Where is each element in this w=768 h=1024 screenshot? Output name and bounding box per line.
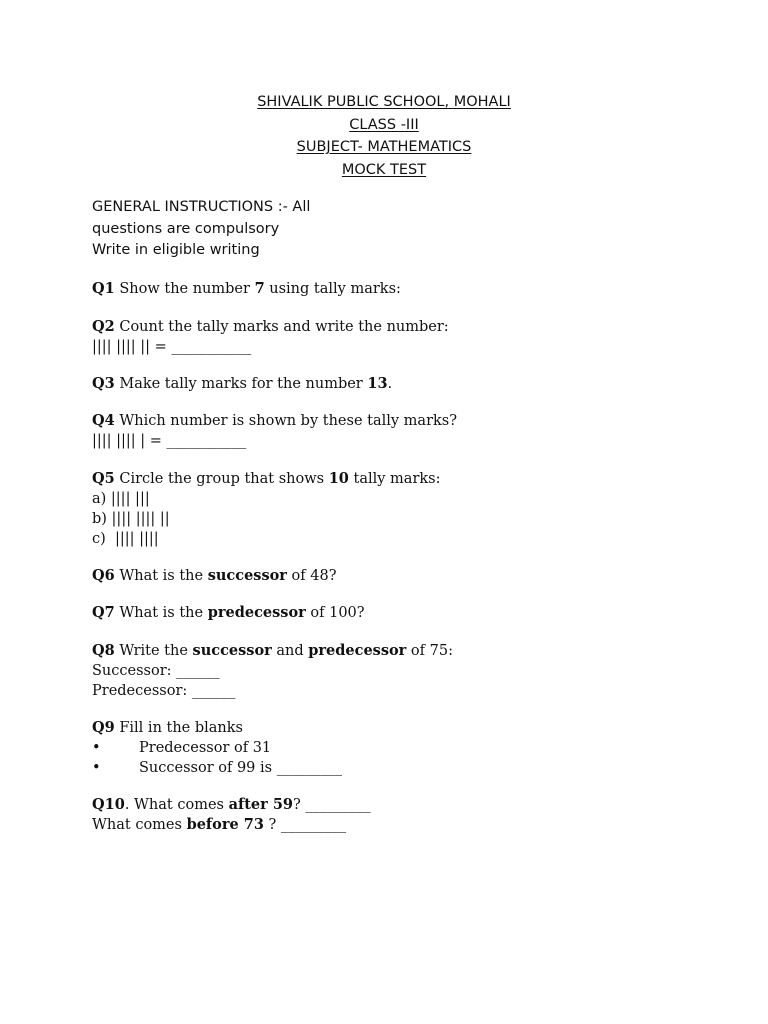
question-text: What is the xyxy=(114,568,208,584)
question-number: Q4 xyxy=(92,412,115,429)
question-number: Q3 xyxy=(92,375,115,392)
question-text: of 75: xyxy=(406,643,453,659)
question-text: using tally marks: xyxy=(264,281,401,297)
question-number: Q1 xyxy=(92,280,115,297)
question-text: Make tally marks for the number xyxy=(114,376,368,392)
question-text: Fill in the blanks xyxy=(114,720,243,736)
instructions-line: questions are compulsory xyxy=(92,220,280,237)
option-a: a) |||| ||| xyxy=(92,491,150,507)
question-emphasis: before 73 xyxy=(186,816,264,833)
bullet-text: Predecessor of 31 xyxy=(139,740,272,756)
instructions-line: GENERAL INSTRUCTIONS :- All xyxy=(92,199,311,215)
question-number: Q8 xyxy=(92,642,115,659)
question-10 xyxy=(92,795,712,835)
school-name: SHIVALIK PUBLIC SCHOOL, MOHALI xyxy=(257,94,511,110)
question-6 xyxy=(92,566,712,586)
option-c: c) |||| |||| xyxy=(92,531,159,547)
option-b: b) |||| |||| || xyxy=(92,511,170,527)
question-text: What comes xyxy=(92,817,187,833)
question-text: Which number is shown by these tally marks? xyxy=(114,413,458,429)
question-number: Q2 xyxy=(92,318,115,335)
question-emphasis: successor xyxy=(192,642,272,659)
question-emphasis: predecessor xyxy=(207,604,306,621)
question-emphasis: predecessor xyxy=(308,642,407,659)
question-number: Q9 xyxy=(92,719,115,736)
question-text: . xyxy=(387,376,393,392)
question-emphasis: 10 xyxy=(328,470,349,487)
question-text: . What comes xyxy=(124,797,229,813)
question-emphasis: 13 xyxy=(367,375,388,392)
question-2 xyxy=(92,317,712,357)
question-text: Circle the group that shows xyxy=(114,471,329,487)
question-text: tally marks: xyxy=(348,471,441,487)
question-text: of 48? xyxy=(286,568,337,584)
question-emphasis: successor xyxy=(207,567,287,584)
question-text: ? _________ xyxy=(263,817,347,833)
question-7 xyxy=(92,603,712,623)
question-text: Count the tally marks and write the number: xyxy=(114,319,449,335)
question-text: Write the xyxy=(114,643,193,659)
question-emphasis: 7 xyxy=(254,280,265,297)
question-9 xyxy=(92,718,712,778)
successor-answer-line: Successor: ______ xyxy=(92,663,220,679)
question-text: and xyxy=(271,643,309,659)
bullet-item xyxy=(92,758,712,778)
question-1 xyxy=(92,279,712,299)
class-title: CLASS -III xyxy=(349,116,419,133)
question-3 xyxy=(92,374,712,394)
question-text: What is the xyxy=(114,605,208,621)
question-5 xyxy=(92,469,712,549)
question-text: Show the number xyxy=(114,281,255,297)
tally-answer-line: |||| |||| | = ___________ xyxy=(92,433,247,449)
question-number: Q6 xyxy=(92,567,115,584)
subject-title: SUBJECT- MATHEMATICS xyxy=(296,139,472,155)
general-instructions xyxy=(92,197,392,262)
question-4 xyxy=(92,411,712,451)
question-number: Q7 xyxy=(92,604,115,621)
question-text: ? _________ xyxy=(293,797,371,813)
question-number: Q5 xyxy=(92,470,115,487)
tally-answer-line: |||| |||| || = ___________ xyxy=(92,339,252,355)
predecessor-answer-line: Predecessor: ______ xyxy=(92,683,236,699)
instructions-line: Write in eligible writing xyxy=(92,242,260,258)
document-header xyxy=(0,91,768,181)
question-text: of 100? xyxy=(305,605,365,621)
bullet-icon: • xyxy=(92,760,101,776)
test-title: MOCK TEST xyxy=(341,161,427,178)
bullet-icon: • xyxy=(92,740,101,756)
question-8 xyxy=(92,641,712,701)
question-emphasis: after 59 xyxy=(228,796,294,813)
bullet-item xyxy=(92,738,712,758)
bullet-text: Successor of 99 is _________ xyxy=(139,760,342,776)
question-number: Q10 xyxy=(92,796,125,813)
